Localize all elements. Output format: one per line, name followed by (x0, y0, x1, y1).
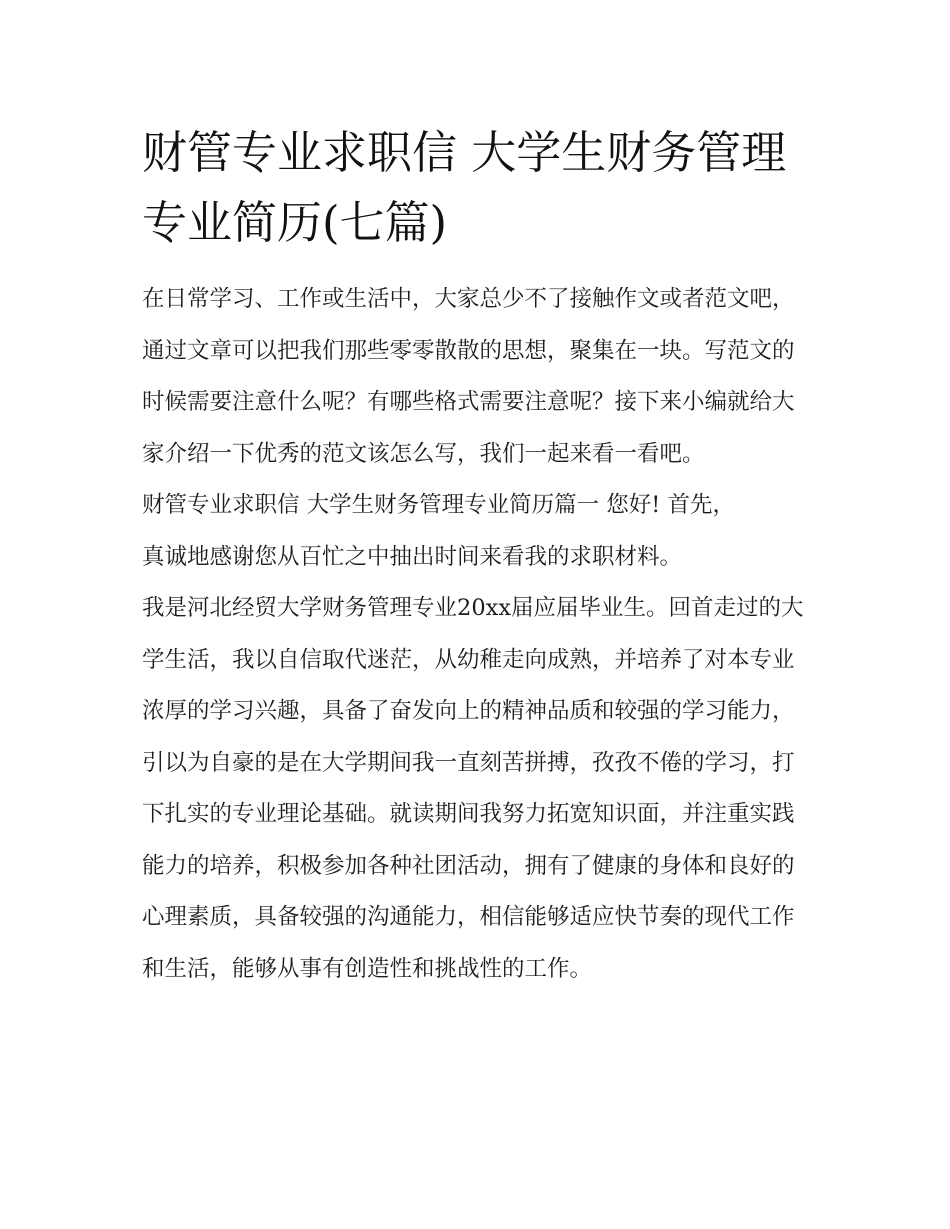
document-title: 财管专业求职信 大学生财务管理专业简历(七篇) (142, 126, 787, 249)
paragraph-self-introduction: 我是河北经贸大学财务管理专业20xx届应届毕业生。回首走过的大学生活，我以自信取代迷茫，从幼稚走向成熟，并培养了对本专业浓厚的学习兴趣，具备了奋发向上的精神品质和较强的学习能力，引以为自豪的是在大学期间我一直刻苦拼搏，孜孜不倦的学习，打下扎实的专业理论基础。就读期间我努力拓宽知识面，并注重实践能力的培养，积极参加各种社团活动，拥有了健康的身体和良好的心理素质，具备较强的沟通能力，相信能够适应快节奏的现代工作和生活，能够从事有创造性和挑战性的工作。 (142, 595, 804, 982)
paragraph-thanks: 真诚地感谢您从百忙之中抽出时间来看我的求职材料。 (142, 543, 683, 570)
paragraph-intro: 在日常学习、工作或生活中，大家总少不了接触作文或者范文吧，通过文章可以把我们那些零零散散的思想，聚集在一块。写范文的时候需要注意什么呢？有哪些格式需要注意呢？接下来小编就给大家介绍一下优秀的范文该怎么写，我们一起来看一看吧。 (142, 286, 795, 467)
document-body (142, 274, 814, 995)
document-page (142, 118, 814, 995)
paragraph-letter-heading: 财管专业求职信 大学生财务管理专业简历篇一 您好! 首先， (142, 492, 735, 518)
